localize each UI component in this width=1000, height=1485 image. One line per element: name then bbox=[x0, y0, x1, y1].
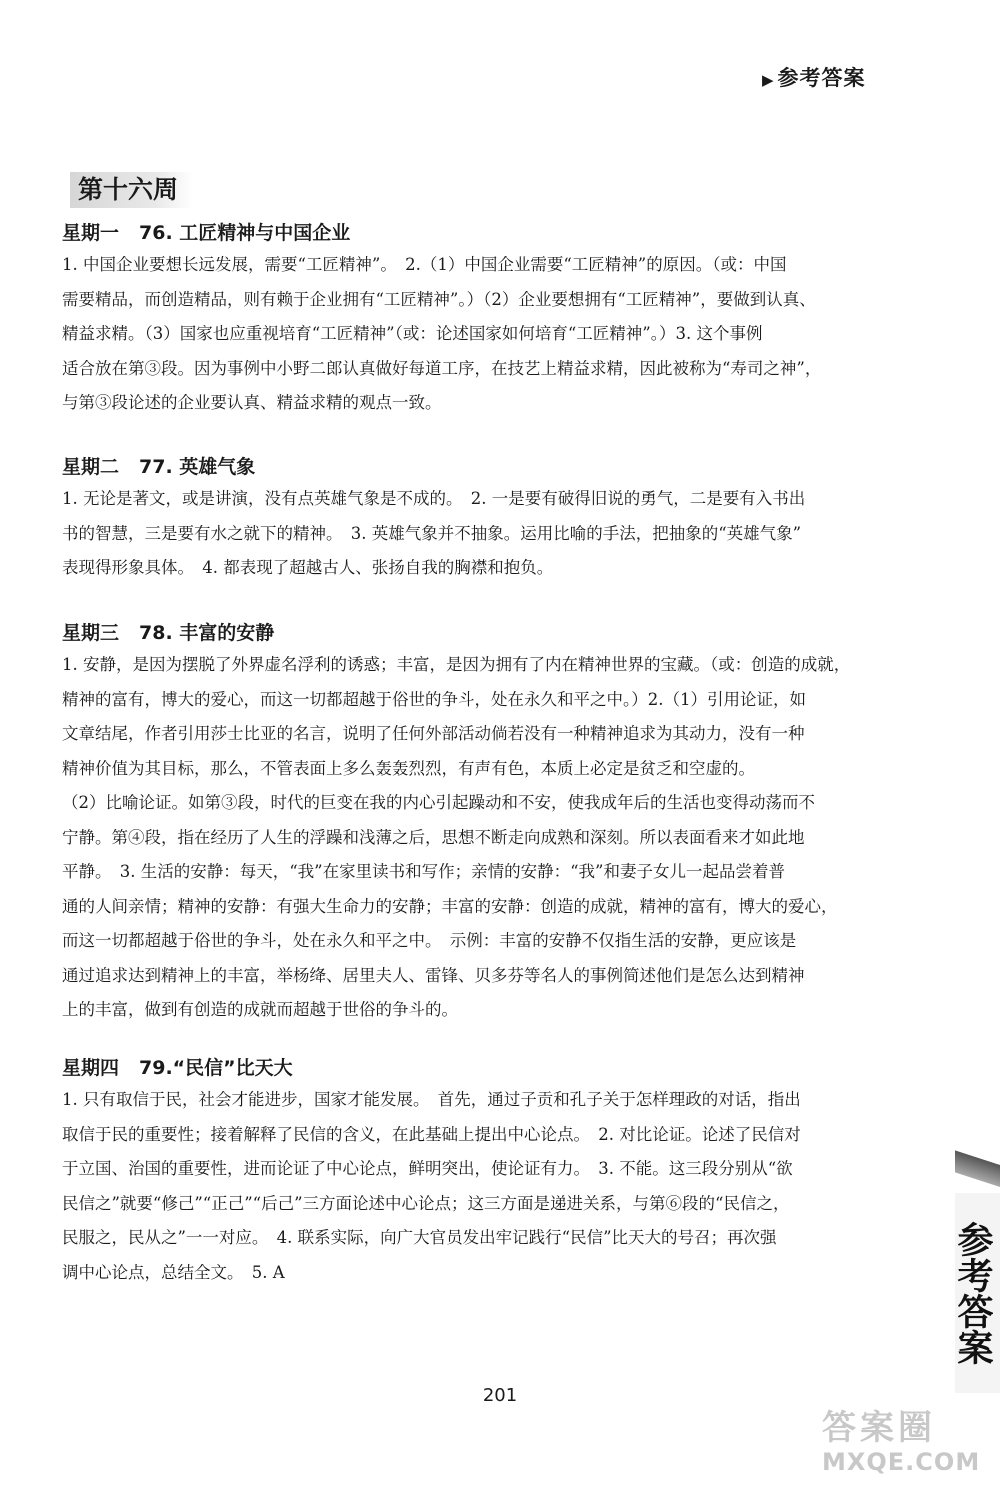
section-wednesday bbox=[62, 618, 880, 1028]
watermark-logo bbox=[822, 1408, 992, 1478]
answer-line: （2）比喻论证。如第③段，时代的巨变在我的内心引起躁动和不安，使我成年后的生活也变得动荡而不 bbox=[62, 793, 815, 812]
answer-line: 平静。 3. 生活的安静：每天，“我”在家里读书和写作；亲情的安静：“我”和妻子女儿一起品尝着普 bbox=[62, 862, 785, 881]
section-thursday bbox=[62, 1053, 880, 1290]
watermark-top: 答案圈 bbox=[822, 1408, 936, 1448]
section-day: 星期四 bbox=[62, 1057, 120, 1079]
section-heading bbox=[62, 618, 880, 648]
section-day: 星期三 bbox=[62, 622, 120, 644]
answer-line: 与第③段论述的企业要认真、精益求精的观点一致。 bbox=[62, 393, 442, 412]
answer-line: 宁静。第④段，指在经历了人生的浮躁和浅薄之后，思想不断走向成熟和深刻。所以表面看来才如此地 bbox=[62, 827, 805, 847]
page-number: 201 bbox=[482, 1385, 518, 1406]
answer-line: 取信于民的重要性；接着解释了民信的含义，在此基础上提出中心论点。 2. 对比论证。论述了民信对 bbox=[62, 1124, 801, 1144]
answer-line: 民服之，民从之”一一对应。 4. 联系实际，向广大官员发出牢记践行“民信”比天大的号召；再次强 bbox=[62, 1228, 777, 1247]
answer-line: 需要精品，而创造精品，则有赖于企业拥有“工匠精神”。）（2）企业要想拥有“工匠精神”，要做到认真、 bbox=[62, 289, 816, 309]
section-day: 星期一 bbox=[62, 222, 120, 244]
answer-line: 调中心论点，总结全文。 5. A bbox=[62, 1262, 285, 1282]
side-tab-shadow bbox=[955, 1150, 1000, 1187]
section-tuesday bbox=[62, 452, 880, 586]
section-title: 78. 丰富的安静 bbox=[139, 622, 275, 644]
answer-line: 而这一切都超越于俗世的争斗，处在永久和平之中。 示例：丰富的安静不仅指生活的安静，更应该是 bbox=[62, 931, 797, 950]
section-monday bbox=[62, 218, 880, 421]
header-tag bbox=[762, 62, 866, 92]
answer-line: 民信之”就要“修己”“正己”“后己”三方面论述中心论点；这三方面是递进关系，与第⑥段的“民信之， bbox=[62, 1193, 790, 1213]
answer-line: 适合放在第③段。因为事例中小野二郎认真做好每道工序，在技艺上精益求精，因此被称为“寿司之神”， bbox=[62, 358, 822, 378]
week-title: 第十六周 bbox=[70, 172, 193, 208]
section-heading bbox=[62, 452, 880, 482]
triangle-arrow-icon: ▶ bbox=[762, 71, 775, 89]
answer-line: 精益求精。（3）国家也应重视培育“工匠精神”（或：论述国家如何培育“工匠精神”。）3. 这个事例 bbox=[62, 324, 763, 343]
section-title: 77. 英雄气象 bbox=[139, 456, 256, 478]
answer-line: 精神价值为其目标，那么，不管表面上多么轰轰烈烈，有声有色，本质上必定是贫乏和空虚的。 bbox=[62, 758, 755, 778]
answer-line: 书的智慧，三是要有水之就下的精神。 3. 英雄气象并不抽象。运用比喻的手法，把抽象的“英雄气象” bbox=[62, 523, 802, 543]
answer-line: 表现得形象具体。 4. 都表现了超越古人、张扬自我的胸襟和抱负。 bbox=[62, 558, 554, 577]
section-title: 79.“民信”比天大 bbox=[139, 1057, 293, 1079]
section-day: 星期二 bbox=[62, 456, 120, 478]
watermark-bottom: MXQE.COM bbox=[822, 1448, 981, 1476]
side-tab bbox=[952, 1165, 1000, 1395]
answer-line: 文章结尾，作者引用莎士比亚的名言，说明了任何外部活动倘若没有一种精神追求为其动力，没有一种 bbox=[62, 724, 805, 743]
answer-line: 1. 只有取信于民，社会才能进步，国家才能发展。 首先，通过子贡和孔子关于怎样理政的对话，指出 bbox=[62, 1090, 801, 1109]
section-title: 76. 工匠精神与中国企业 bbox=[139, 222, 351, 244]
answer-line: 1. 无论是著文，或是讲演，没有点英雄气象是不成的。 2. 一是要有破得旧说的勇气，二是要有入书出 bbox=[62, 489, 806, 508]
answer-line: 于立国、治国的重要性，进而论证了中心论点，鲜明突出，使论证有力。 3. 不能。这三段分别从“欲 bbox=[62, 1159, 793, 1178]
header-tag-label: 参考答案 bbox=[777, 66, 866, 90]
answer-line: 1. 中国企业要想长远发展，需要“工匠精神”。 2.（1）中国企业需要“工匠精神”的原因。（或：中国 bbox=[62, 255, 787, 274]
answer-line: 通过追求达到精神上的丰富，举杨绛、居里夫人、雷锋、贝多芬等名人的事例简述他们是怎么达到精神 bbox=[62, 965, 805, 985]
section-heading bbox=[62, 218, 880, 248]
section-heading bbox=[62, 1053, 880, 1083]
side-tab-label: 参考答案 bbox=[955, 1193, 1000, 1393]
answer-line: 1. 安静，是因为摆脱了外界虚名浮利的诱惑；丰富，是因为拥有了内在精神世界的宝藏。（或：创造的成就， bbox=[62, 655, 851, 674]
answer-line: 精神的富有，博大的爱心，而这一切都超越于俗世的争斗，处在永久和平之中。）2.（1）引用论证，如 bbox=[62, 689, 806, 709]
answer-line: 上的丰富，做到有创造的成就而超越于世俗的争斗的。 bbox=[62, 1000, 458, 1019]
answer-line: 通的人间亲情；精神的安静：有强大生命力的安静；丰富的安静：创造的成就，精神的富有，博大的爱心， bbox=[62, 896, 838, 916]
